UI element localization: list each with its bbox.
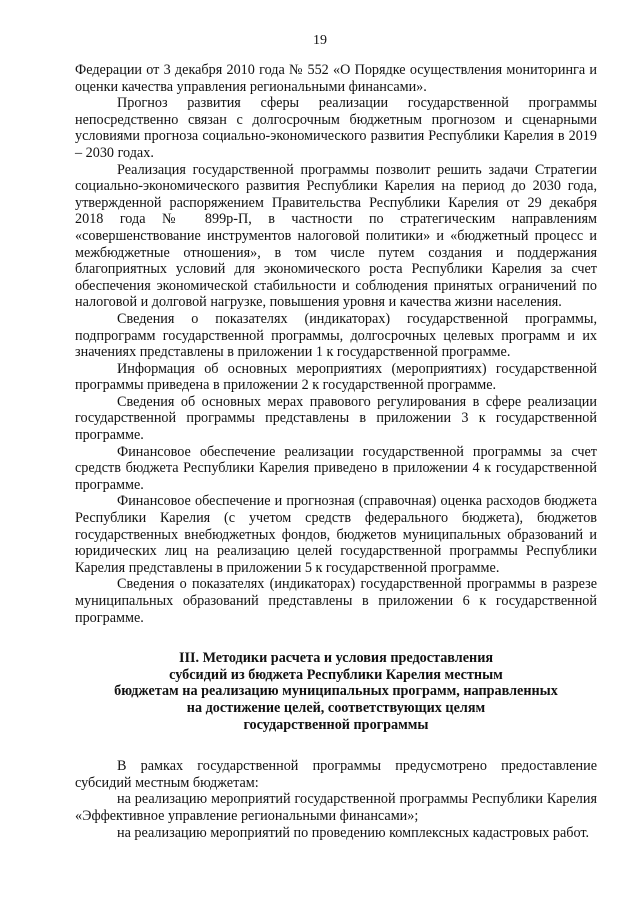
section-heading xyxy=(75,650,597,733)
paragraph-continuation: Федерации от 3 декабря 2010 года № 552 «О Порядке осуществления мониторинга и оценки качества управления региональными финансами». xyxy=(75,62,597,95)
paragraph-forecast: Прогноз развития сферы реализации государственной программы непосредственно связан с долгосрочным бюджетным прогнозом и сценарными условиями прогноза социально-экономического развития Республики Карелия в 2019 – 2030 годах. xyxy=(75,95,597,161)
section-heading-line: бюджетам на реализацию муниципальных программ, направленных xyxy=(114,683,558,700)
paragraph-strategy: Реализация государственной программы позволит решить задачи Стратегии социально-экономического развития Республики Карелия на период до 2030 года, утвержденной распоряжением Правительства Республики Карелия от 29 декабря 2018 года № 899р-П, в частности по стратегическим направлениям «совершенствование инструментов налоговой политики» и «бюджетный процесс и межбюджетные отношения», в том числе путем создания и поддержания благоприятных условий для экономического роста Республики Карелия за счет обеспечения экономической стабильности и соблюдения принятых ограничений по налоговой и долговой нагрузке, повышения уровня и качества жизни населения. xyxy=(75,161,597,311)
section-heading-line: субсидий из бюджета Республики Карелия местным xyxy=(169,666,503,683)
section-heading-line: государственной программы xyxy=(243,716,429,733)
paragraph-financing: Финансовое обеспечение реализации государственной программы за счет средств бюджета Республики Карелия приведено в приложении 4 к государственной программе. xyxy=(75,443,597,493)
paragraph-financing-forecast: Финансовое обеспечение и прогнозная (справочная) оценка расходов бюджета Республики Карелия (с учетом средств федерального бюджета), бюджетов государственных внебюджетных фондов, бюджетов муниципальных образований и юридических лиц на реализацию целей государственной программы Республики Карелия представлены в приложении 5 к государственной программе. xyxy=(75,493,597,576)
paragraph-municipal-indicators: Сведения о показателях (индикаторах) государственной программы в разрезе муниципальных образований представлены в приложении 6 к государственной программе. xyxy=(75,576,597,626)
section-heading-line: III. Методики расчета и условия предоставления xyxy=(178,650,494,667)
paragraph-subsidy-cadastral: на реализацию мероприятий по проведению комплексных кадастровых работ. xyxy=(117,824,590,841)
document-body xyxy=(75,62,597,841)
paragraph-indicators: Сведения о показателях (индикаторах) государственной программы, подпрограмм государственной программы, долгосрочных целевых программ и их значениях представлены в приложении 1 к государственной программе. xyxy=(75,310,597,361)
section-heading-line: на достижение целей, соответствующих целям xyxy=(186,699,486,716)
paragraph-activities: Информация об основных мероприятиях (мероприятиях) государственной программы приведена в приложении 2 к государственной программе. xyxy=(75,360,597,394)
paragraph-subsidies: В рамках государственной программы предусмотрено предоставление субсидий местным бюджетам: xyxy=(75,758,597,791)
paragraph-legal-measures: Сведения об основных мерах правового регулирования в сфере реализации государственной программы представлены в приложении 3 к государственной программе. xyxy=(75,393,597,444)
page-number: 19 xyxy=(313,33,327,48)
paragraph-subsidy-finance-program: на реализацию мероприятий государственной программы Республики Карелия «Эффективное управление региональными финансами»; xyxy=(75,791,597,824)
